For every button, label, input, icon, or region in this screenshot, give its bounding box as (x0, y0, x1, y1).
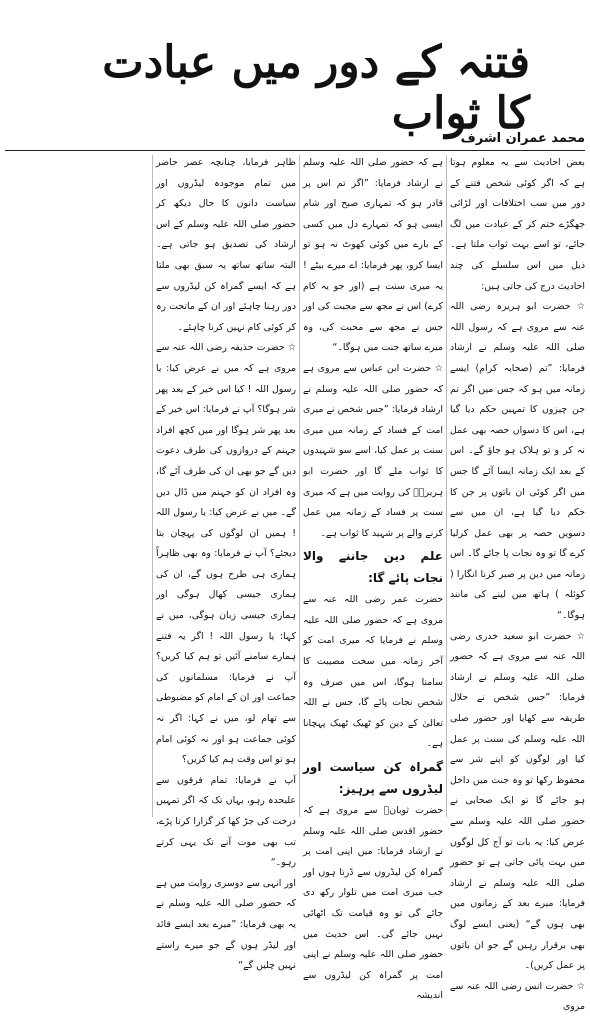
article-column-4 (6, 153, 149, 817)
paragraph: ظاہر فرمایا، چنانچہ عصر حاضر میں تمام موجودہ لیڈروں اور سیاست دانوں کا حال دیکھ کر حضور صلی اللہ علیہ وسلم کے اس ارشاد کی تصدیق ہو جاتی ہے۔ البتہ ساتھ ساتھ یہ سبق بھی ملتا ہے کہ ایسے گمراہ کن لیڈروں سے دور رہنا چاہئے اور ان کے ماتحت رہ کر کوئی کام نہیں کرنا چاہئے۔ (156, 157, 296, 333)
hadith-paragraph: ☆ حضرت حذیفہ رضی اللہ عنہ سے مروی ہے کہ میں نے عرض کیا: یا رسول اللہ ! کیا اس خیر کے بعد پھر شر ہوگا؟ آپ نے فرمایا: اس خیر کے بعد پھر شر ہوگا اور میں کچھ افراد جہنم کے دروازوں کی طرف دعوت دیں گے جو بھی ان کی طرف آئے گا، وہ افراد ان کو جہنم میں ڈال دیں گے۔ میں نے عرض کیا: یا رسول اللہ ! ہمیں ان لوگوں کی پہچان بتا دیجئے؟ آپ نے فرمایا: وہ بھی ظاہراً ہماری ہی طرح ہوں گے، ان کی ہماری جیسی کھال ہوگی اور ہماری جیسی زبان ہوگی، میں نے کہا: یا رسول اللہ ! اگر یہ فتنے ہمارے سامنے آئیں تو ہم کیا کریں؟ آپ نے فرمایا: مسلمانوں کی جماعت اور ان کے امام کو مضبوطی سے تھام لو، میں نے کہا: اگر نہ کوئی جماعت ہو اور نہ کوئی امام ہو تو اس وقت ہم کیا کریں؟ (155, 342, 296, 766)
hadith-paragraph: حضرت عمر رضی اللہ عنہ سے مروی ہے کہ حضور صلی اللہ علیہ وسلم نے فرمایا کہ میری امت کو آخر زمانہ میں سخت مصیبت کا سامنا ہوگا، اس میں صرف وہ شخص نجات پائے گا، جس نے اللہ تعالیٰ کے دین کو ٹھیک ٹھیک پہچانا ہے۔ (303, 594, 443, 750)
article-byline: محمد عمران اشرف (460, 131, 585, 146)
column-divider (299, 155, 300, 817)
paragraph: ہے کہ حضور صلی اللہ علیہ وسلم نے ارشاد فرمایا: ”اگر تم اس پر قادر ہو کہ تمہاری صبح اور شام ایسی ہو کہ تمہارے دل میں کسی کے بارے میں کوئی کھوٹ نہ ہو تو ایسا کرو، پھر فرمایا: اے میرے بیٹے ! یہ میری سنت ہے (اور جو یہ کام کرے) اس نے مجھ سے محبت کی اور جس نے مجھ سے محبت کی، وہ میرے ساتھ جنت میں ہوگا۔“ (303, 157, 443, 354)
article-headline: فتنہ کے دور میں عبادت کا ثواب (102, 36, 530, 139)
article-column-2 (303, 153, 443, 1002)
header-divider (5, 150, 585, 151)
hadith-paragraph: ☆ حضرت انس رضی اللہ عنہ سے مروی (450, 980, 585, 1013)
section-subheading: علم دین جاننے والا نجات پائے گا: (303, 549, 443, 586)
hadith-paragraph: اور انہی سے دوسری روایت میں ہے کہ حضور صلی اللہ علیہ وسلم نے یہ بھی فرمایا: ”میرے بعد ایسے قائد اور لیڈر ہوں گے جو میرے راستے نہیں چلیں گے“ (156, 877, 296, 972)
hadith-paragraph: حضرت ثوبانؓ سے مروی ہے کہ حضور اقدس صلی اللہ علیہ وسلم نے ارشاد فرمایا: میں اپنی امت پر گمراہ کن لیڈروں سے ڈرتا ہوں اور جب میری امت میں تلوار رکھ دی جائے گی تو وہ قیامت تک اٹھائی نہیں جائے گی۔ اس حدیث میں حضور صلی اللہ علیہ وسلم نے اپنی امت پر گمراہ کن لیڈروں سے اندیشہ (303, 805, 443, 1002)
column-divider (446, 155, 447, 817)
hadith-paragraph: ☆ حضرت ابو سعید خدری رضی اللہ عنہ سے مروی ہے کہ حضور صلی اللہ علیہ وسلم نے ارشاد فرمایا: ”جس شخص نے حلال طریقہ سے کھایا اور حضور صلی اللہ علیہ وسلم کی سنت پر عمل کیا اور لوگوں کو اپنے شر سے محفوظ رکھا تو وہ جنت میں داخل ہو جائے گا تو ایک صحابی نے حضور صلی اللہ علیہ وسلم سے عرض کیا: یہ بات تو آج کل لوگوں میں بہت پائی جاتی ہے تو حضور صلی اللہ علیہ وسلم نے ارشاد فرمایا: میرے بعد کے زمانوں میں بھی ہوں گے“ (یعنی ایسے لوگ بھی برقرار رہیں گے جو ان باتوں پر عمل کریں)۔ (450, 630, 585, 972)
hadith-paragraph: آپ نے فرمایا: تمام فرقوں سے علیحدہ رہو، یہاں تک کہ اگر تمہیں درخت کی جڑ کھا کر گزارا کرنا پڑے، تب بھی موت آنے تک یہی کرتے رہو۔“ (156, 774, 296, 869)
article-column-3 (155, 153, 296, 972)
paragraph: بعض احادیث سے یہ معلوم ہوتا ہے کہ اگر کوئی شخص فتنے کے دور میں سب اختلافات اور لڑائی جھگڑے ختم کر کے عبادت میں لگ جائے، تو اسے بہت ثواب ملتا ہے۔ ذیل میں اس سلسلے کی چند احادیث درج کی جاتی ہیں: (450, 157, 585, 292)
hadith-paragraph: ☆ حضرت ابن عباس سے مروی ہے کہ حضور صلی اللہ علیہ وسلم نے ارشاد فرمایا: ”جس شخص نے میری امت کے فساد کے زمانہ میں میری سنت پر عمل کیا، اسے سو شہیدوں کا ثواب ملے گا اور حضرت ابو ہریرہؓ کی روایت میں ہے کہ میری سنت پر فساد کے زمانہ میں عمل کرنے والے پر شہید کا ثواب ہے۔ (303, 362, 443, 539)
column-divider (152, 155, 153, 817)
hadith-paragraph: ☆ حضرت ابو ہریرہ رضی اللہ عنہ سے مروی ہے کہ رسول اللہ صلی اللہ علیہ وسلم نے ارشاد فرمایا: ”تم (صحابہ کرام) ایسے زمانہ میں ہو کہ جس میں اگر تم جن چیزوں کا تمہیں حکم دیا گیا ہے، اس کا دسواں حصہ بھی عمل نہ کر و تو ہلاک ہو جاؤ گے۔ اس کے بعد ایک زمانہ ایسا آئے گا جس میں اگر کوئی ان باتوں پر جن کا حکم دیا گیا ہے، ان میں سے دسویں حصہ پر بھی عمل کرلیا کرے گا تو وہ نجات پا جائے گا۔ اس زمانہ میں دین پر صبر کرنا انگارا ( کوئلہ ) ہاتھ میں لینے کی مانند ہوگا۔“ (450, 301, 585, 622)
section-subheading: گمراہ کن سیاست اور لیڈروں سے پرہیز: (303, 760, 443, 797)
article-column-1 (450, 153, 585, 1013)
